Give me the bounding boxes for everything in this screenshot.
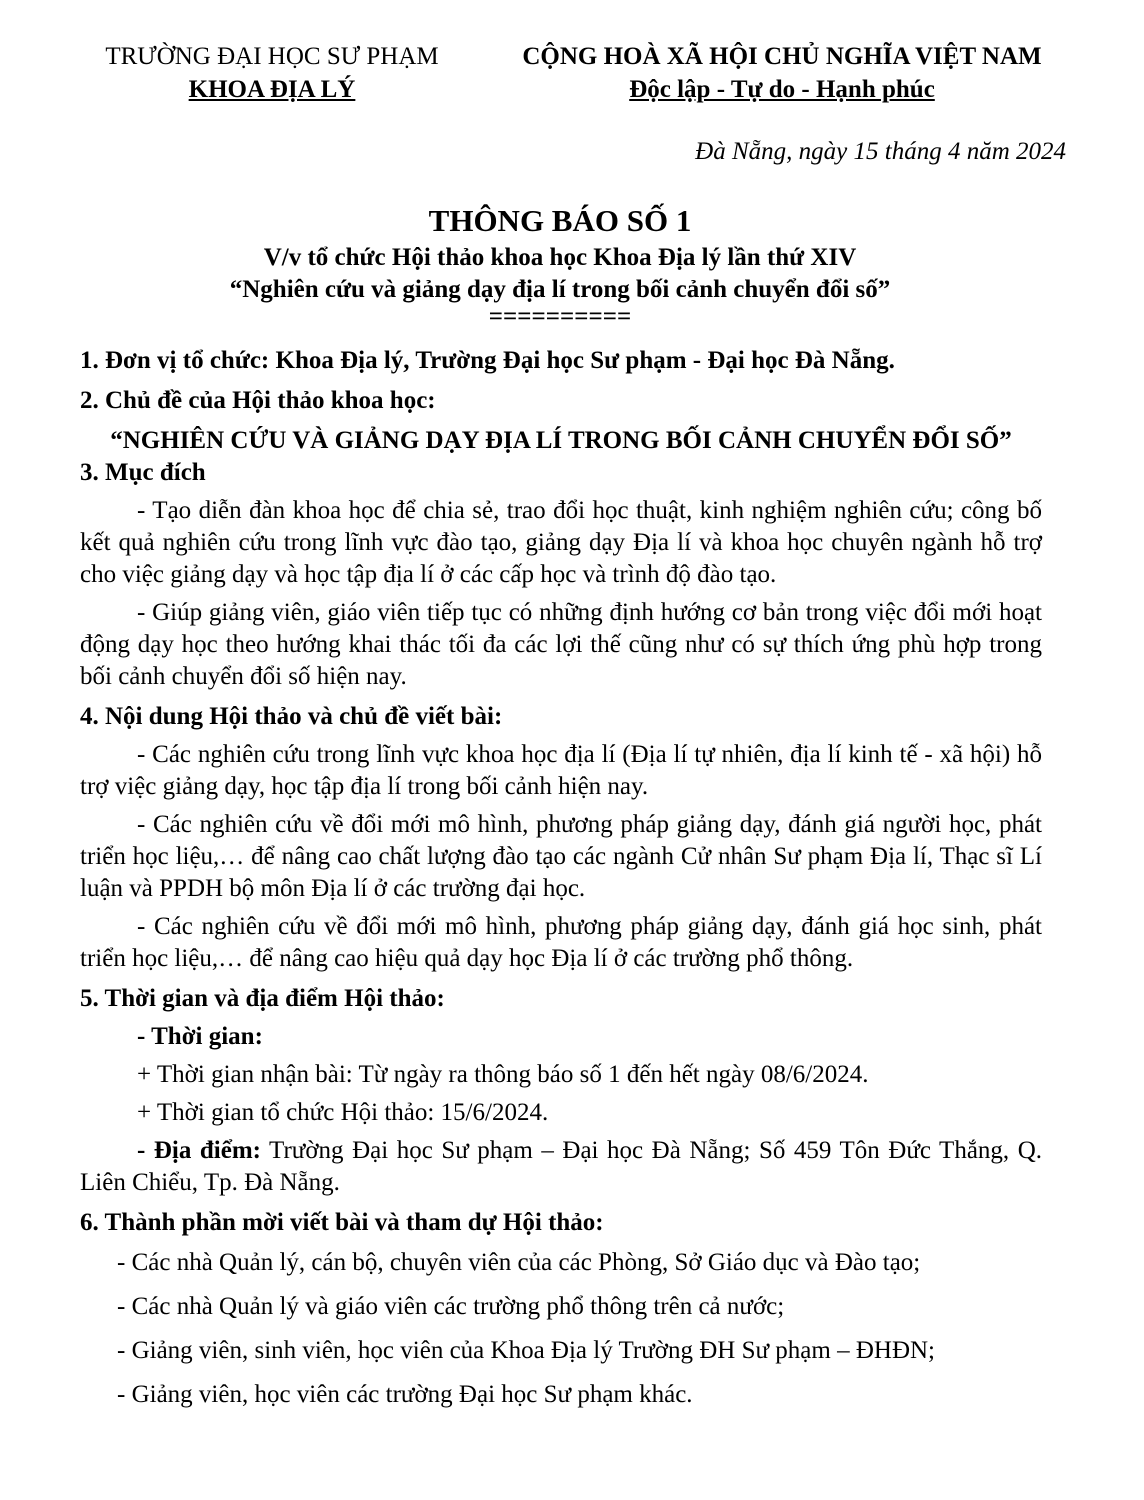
section-4-paragraph-1: - Các nghiên cứu trong lĩnh vực khoa học địa lí (Địa lí tự nhiên, địa lí kinh tế - xã hội) hỗ trợ việc giảng dạy, học tập địa lí trong bối cảnh hiện nay. bbox=[80, 741, 1042, 800]
list-item: - Giảng viên, sinh viên, học viên của Khoa Địa lý Trường ĐH Sư phạm – ĐHĐN; bbox=[117, 1337, 936, 1364]
document-subject: V/v tổ chức Hội thảo khoa học Khoa Địa lý lần thứ XIV bbox=[263, 244, 857, 271]
header-left bbox=[62, 40, 482, 106]
conference-date: + Thời gian tổ chức Hội thảo: 15/6/2024. bbox=[137, 1099, 549, 1126]
conference-theme: “NGHIÊN CỨU VÀ GIẢNG DẠY ĐỊA LÍ TRONG BỐI CẢNH CHUYỂN ĐỔI SỐ” bbox=[110, 427, 1012, 454]
venue bbox=[80, 1135, 1042, 1199]
list-item: - Giảng viên, học viên các trường Đại học Sư phạm khác. bbox=[117, 1381, 693, 1408]
submission-deadline: + Thời gian nhận bài: Từ ngày ra thông báo số 1 đến hết ngày 08/6/2024. bbox=[137, 1061, 869, 1088]
section-1 bbox=[80, 345, 1042, 377]
section-1-text: Khoa Địa lý, Trường Đại học Sư phạm - Đại học Đà Nẵng. bbox=[269, 347, 895, 374]
section-4-paragraph-3: - Các nghiên cứu về đổi mới mô hình, phương pháp giảng dạy, đánh giá học sinh, phát triển học liệu,… để nâng cao hiệu quả dạy học Địa lí ở các trường phổ thông. bbox=[80, 913, 1042, 972]
venue-label: - Địa điểm: bbox=[137, 1137, 261, 1164]
venue-text: Trường Đại học Sư phạm – Đại học Đà Nẵng; Số 459 Tôn Đức Thắng, Q. Liên Chiểu, Tp. Đà Nẵng. bbox=[80, 1137, 1042, 1196]
country-name: CỘNG HOÀ XÃ HỘI CHỦ NGHĨA VIỆT NAM bbox=[522, 43, 1042, 70]
document-body bbox=[80, 345, 1042, 1411]
section-5 bbox=[80, 983, 1042, 1015]
section-6-heading: 6. Thành phần mời viết bài và tham dự Hội thảo: bbox=[80, 1209, 604, 1236]
section-4-heading: 4. Nội dung Hội thảo và chủ đề viết bài: bbox=[80, 703, 503, 730]
time-label: - Thời gian: bbox=[137, 1023, 263, 1050]
document-title: THÔNG BÁO SỐ 1 bbox=[428, 203, 692, 238]
document-date: Đà Nẵng, ngày 15 tháng 4 năm 2024 bbox=[695, 138, 1066, 165]
list-item: - Các nhà Quản lý, cán bộ, chuyên viên của các Phòng, Sở Giáo dục và Đào tạo; bbox=[117, 1249, 921, 1276]
header-right bbox=[462, 40, 1102, 106]
title-separator: ========== bbox=[488, 303, 632, 330]
list-item: - Các nhà Quản lý và giáo viên các trường phổ thông trên cả nước; bbox=[117, 1293, 785, 1320]
section-1-heading: 1. Đơn vị tổ chức: bbox=[80, 347, 270, 374]
section-3-paragraph-2: - Giúp giảng viên, giáo viên tiếp tục có những định hướng cơ bản trong việc đổi mới hoạt động dạy học theo hướng khai thác tối đa các lợi thế cũng như có sự thích ứng phù hợp trong bối cảnh chuyển đổi số hiện nay. bbox=[80, 599, 1042, 690]
motto: Độc lập - Tự do - Hạnh phúc bbox=[629, 76, 935, 103]
section-5-colon: : bbox=[436, 985, 445, 1012]
section-3-heading: 3. Mục đích bbox=[80, 459, 206, 486]
section-2-heading: 2. Chủ đề của Hội thảo khoa học: bbox=[80, 387, 436, 414]
title-block bbox=[80, 200, 1040, 328]
section-4-paragraph-2: - Các nghiên cứu về đổi mới mô hình, phương pháp giảng dạy, đánh giá người học, phát triển học liệu,… để nâng cao chất lượng đào tạo các ngành Cử nhân Sư phạm Địa lí, Thạc sĩ Lí luận và PPDH bộ môn Địa lí ở các trường đại học. bbox=[80, 811, 1042, 902]
section-5-heading: 5. Thời gian và địa điểm Hội thảo bbox=[80, 985, 437, 1012]
section-3-paragraph-1: - Tạo diễn đàn khoa học để chia sẻ, trao đổi học thuật, kinh nghiệm nghiên cứu; công bố kết quả nghiên cứu trong lĩnh vực đào tạo, giảng dạy Địa lí và khoa học chuyên ngành hỗ trợ cho việc giảng dạy và học tập địa lí ở các cấp học và trình độ đào tạo. bbox=[80, 497, 1042, 588]
document-theme-title: “Nghiên cứu và giảng dạy địa lí trong bối cảnh chuyển đổi số” bbox=[229, 276, 891, 303]
faculty-name: KHOA ĐỊA LÝ bbox=[188, 76, 356, 103]
university-name: TRƯỜNG ĐẠI HỌC SƯ PHẠM bbox=[105, 43, 439, 70]
